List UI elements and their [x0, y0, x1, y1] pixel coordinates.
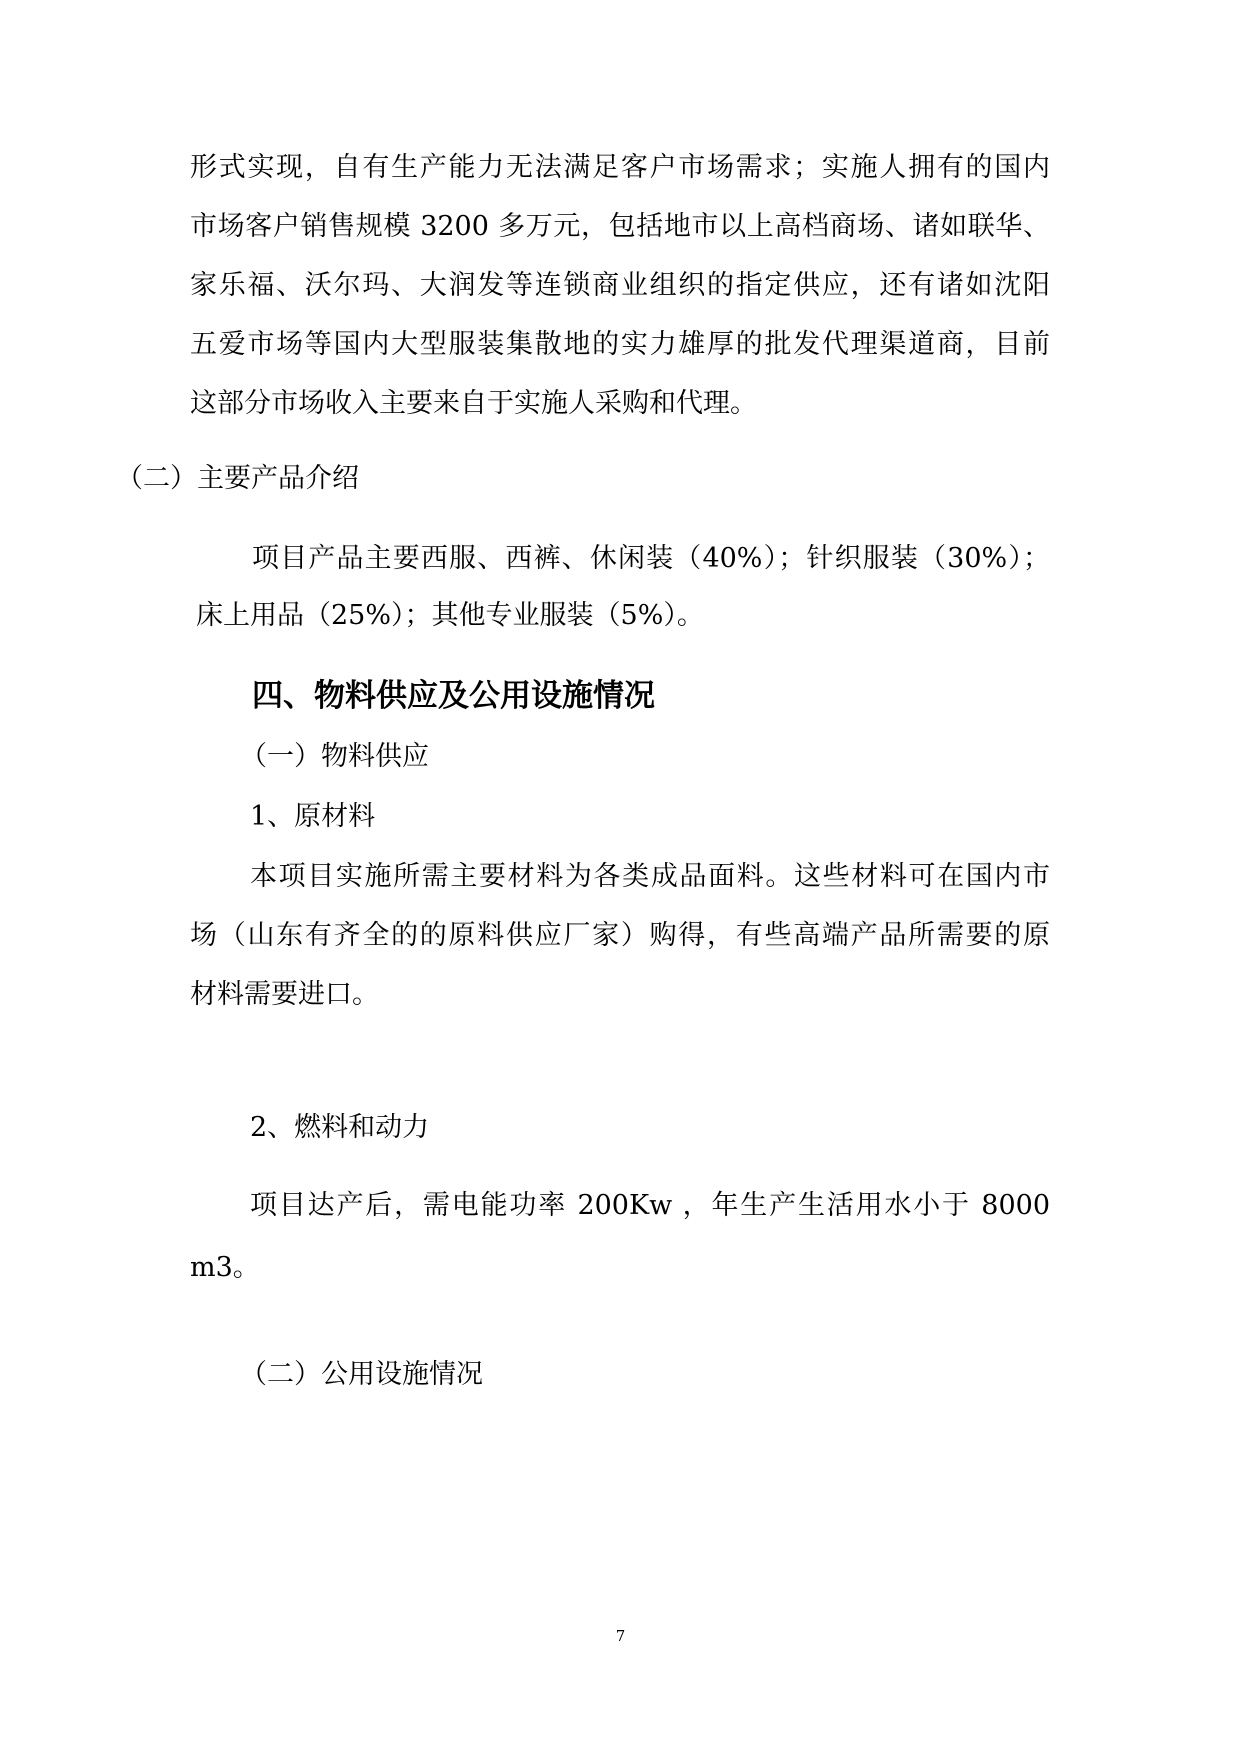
paragraph-line: 床上用品（25%）；其他专业服装（5%）。	[196, 600, 704, 631]
paragraph-line: 项目达产后，需电能功率 200Kw ，年生产生活用水小于 8000	[250, 1190, 1050, 1221]
subsection-heading-materials: （一）物料供应	[240, 741, 429, 772]
paragraph-line: 材料需要进口。	[190, 979, 379, 1010]
paragraph-line: 市场客户销售规模 3200 多万元，包括地市以上高档商场、诸如联华、	[190, 211, 1050, 242]
paragraph-line: 这部分市场收入主要来自于实施人采购和代理。	[190, 388, 757, 419]
chapter-title: 四、物料供应及公用设施情况	[252, 678, 655, 714]
item-heading-raw-materials: 1、原材料	[250, 801, 376, 832]
section-heading-products: （二）主要产品介绍	[116, 463, 359, 494]
paragraph-line: 家乐福、沃尔玛、大润发等连锁商业组织的指定供应，还有诸如沈阳	[190, 270, 1050, 301]
item-heading-fuel-power: 2、燃料和动力	[250, 1112, 430, 1143]
subsection-heading-utilities: （二）公用设施情况	[240, 1359, 483, 1390]
page-number: 7	[615, 1627, 626, 1645]
paragraph-line: m3。	[190, 1252, 260, 1283]
paragraph-line: 场（山东有齐全的的原料供应厂家）购得，有些高端产品所需要的原	[190, 920, 1050, 951]
paragraph-line: 本项目实施所需主要材料为各类成品面料。这些材料可在国内市	[250, 861, 1050, 892]
paragraph-line: 五爱市场等国内大型服装集散地的实力雄厚的批发代理渠道商，目前	[190, 329, 1050, 360]
paragraph-line: 项目产品主要西服、西裤、休闲装（40%）；针织服装（30%）；	[252, 543, 1050, 574]
paragraph-line: 形式实现，自有生产能力无法满足客户市场需求；实施人拥有的国内	[190, 152, 1050, 183]
